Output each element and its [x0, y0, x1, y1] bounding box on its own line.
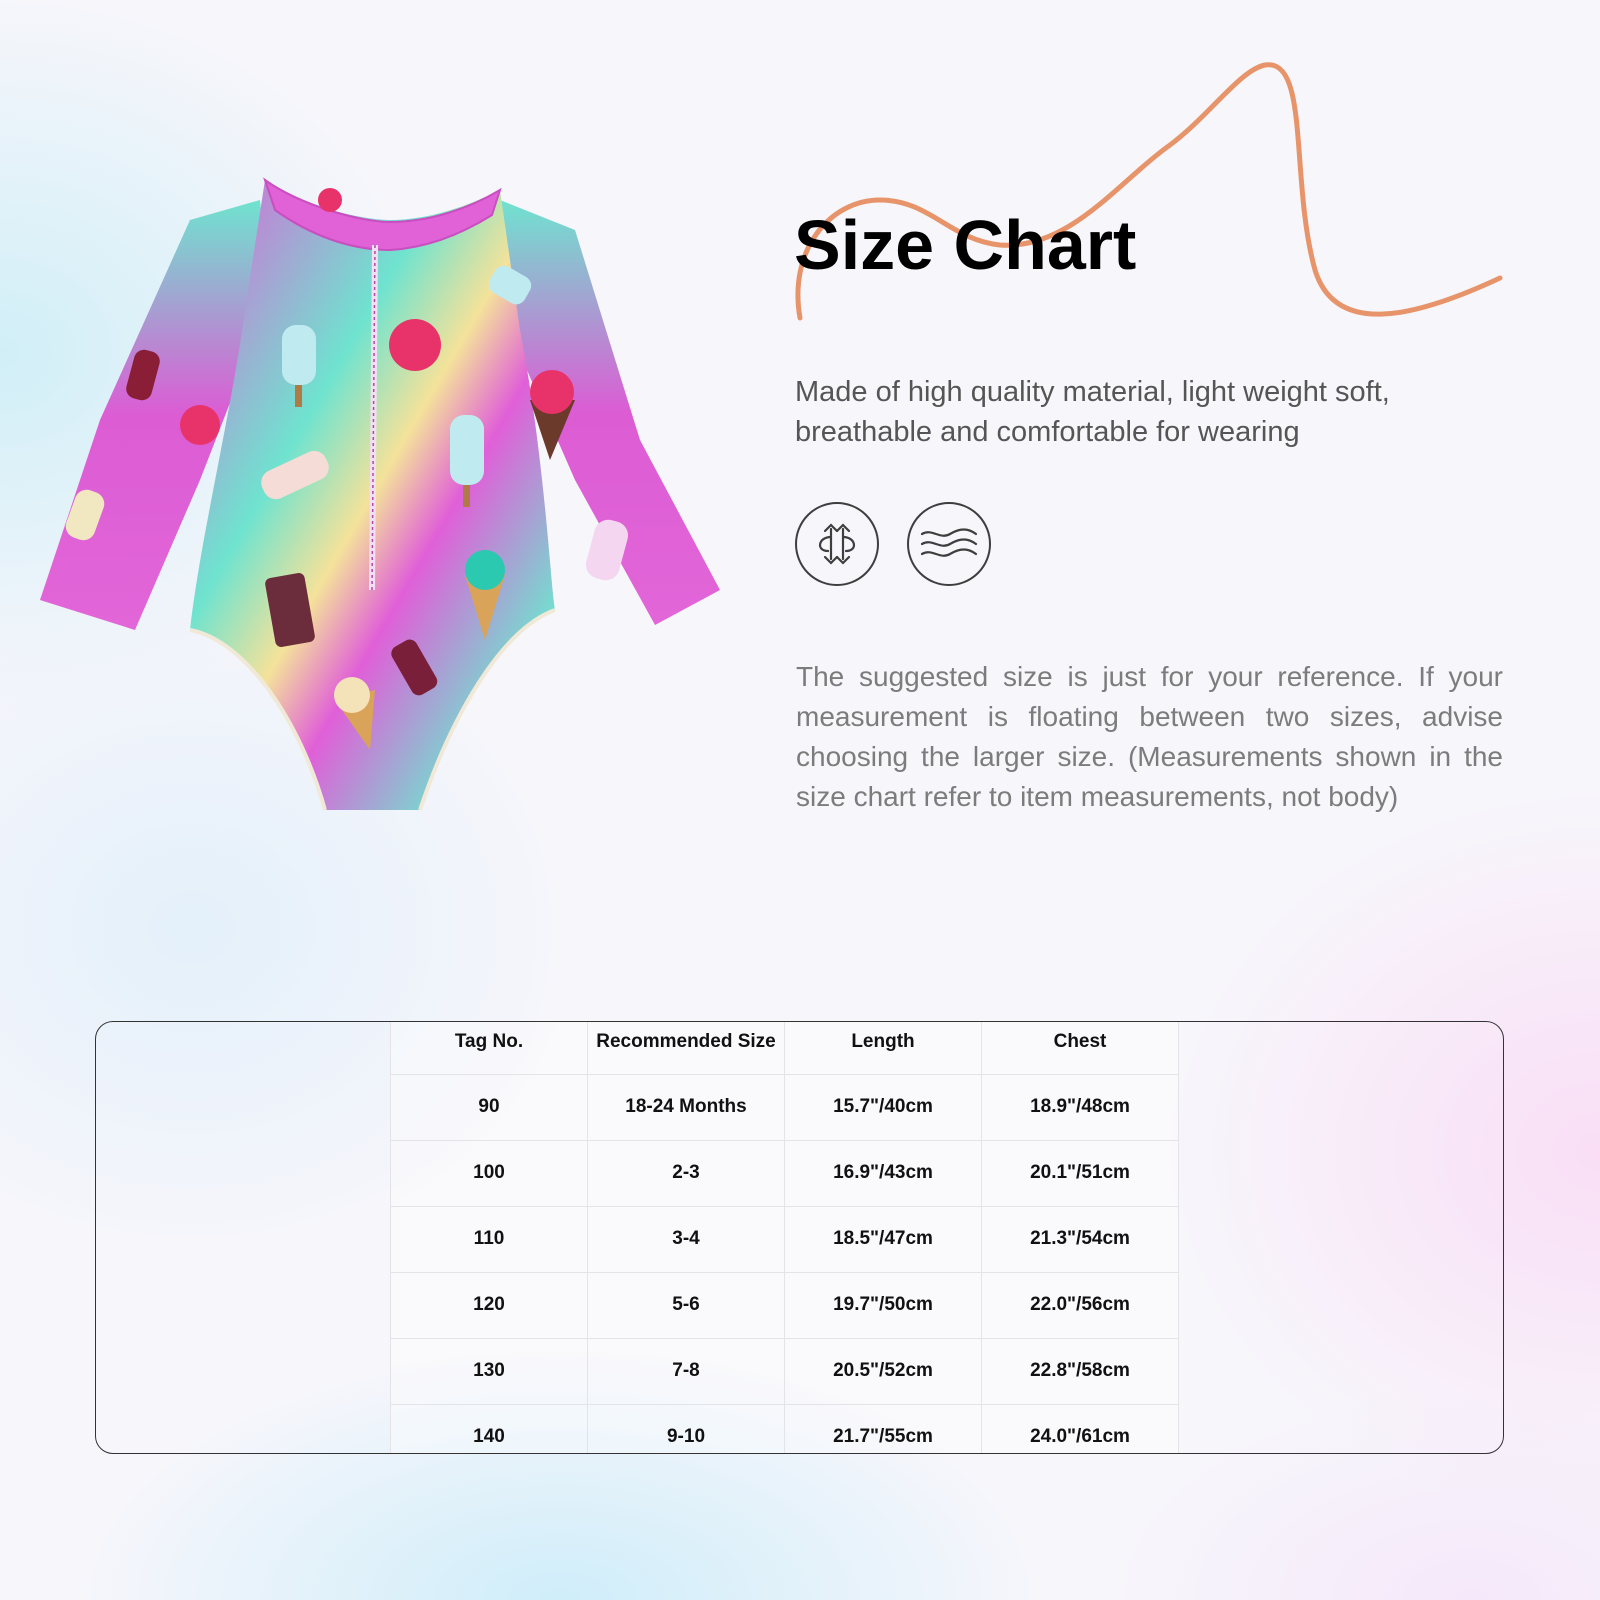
cell-recommended-size: 5-6: [588, 1272, 785, 1338]
header-recommended-size: Recommended Size: [588, 1022, 785, 1074]
page-title: Size Chart: [794, 206, 1137, 284]
header-tag-no: Tag No.: [391, 1022, 588, 1074]
table-row: [391, 1404, 1179, 1454]
cell-chest: 20.1"/51cm: [982, 1140, 1179, 1206]
cell-chest: 21.3"/54cm: [982, 1206, 1179, 1272]
cell-recommended-size: 2-3: [588, 1140, 785, 1206]
table-row: [391, 1272, 1179, 1338]
feature-icons: [795, 502, 991, 586]
cell-recommended-size: 3-4: [588, 1206, 785, 1272]
breathable-icon: [907, 502, 991, 586]
cell-length: 19.7"/50cm: [785, 1272, 982, 1338]
cell-tag-no: 140: [391, 1404, 588, 1454]
cell-recommended-size: 7-8: [588, 1338, 785, 1404]
table-row: [391, 1074, 1179, 1140]
cell-tag-no: 90: [391, 1074, 588, 1140]
cell-recommended-size: 9-10: [588, 1404, 785, 1454]
table-row: [391, 1206, 1179, 1272]
header-length: Length: [785, 1022, 982, 1074]
decorative-swirl: [770, 50, 1530, 350]
size-table: [390, 1022, 1179, 1454]
cell-tag-no: 110: [391, 1206, 588, 1272]
cell-tag-no: 120: [391, 1272, 588, 1338]
table-header-row: [391, 1022, 1179, 1074]
header-chest: Chest: [982, 1022, 1179, 1074]
table-row: [391, 1140, 1179, 1206]
cell-chest: 22.8"/58cm: [982, 1338, 1179, 1404]
cell-tag-no: 100: [391, 1140, 588, 1206]
cell-length: 15.7"/40cm: [785, 1074, 982, 1140]
material-description: Made of high quality material, light weight soft, breathable and comfortable for wearing: [795, 376, 1390, 448]
cell-recommended-size: 18-24 Months: [588, 1074, 785, 1140]
cell-chest: 22.0"/56cm: [982, 1272, 1179, 1338]
size-note: The suggested size is just for your reference. If your measurement is floating between two sizes, advise choosing the larger size. (Measurements shown in the size chart refer to item measurements, not body): [796, 661, 1503, 812]
cell-chest: 18.9"/48cm: [982, 1074, 1179, 1140]
cell-length: 20.5"/52cm: [785, 1338, 982, 1404]
cell-tag-no: 130: [391, 1338, 588, 1404]
cell-length: 18.5"/47cm: [785, 1206, 982, 1272]
table-row: [391, 1338, 1179, 1404]
cell-length: 21.7"/55cm: [785, 1404, 982, 1454]
stretch-icon: [795, 502, 879, 586]
cell-chest: 24.0"/61cm: [982, 1404, 1179, 1454]
size-table-container: [95, 1021, 1504, 1454]
swimsuit-image: [30, 160, 730, 840]
cell-length: 16.9"/43cm: [785, 1140, 982, 1206]
